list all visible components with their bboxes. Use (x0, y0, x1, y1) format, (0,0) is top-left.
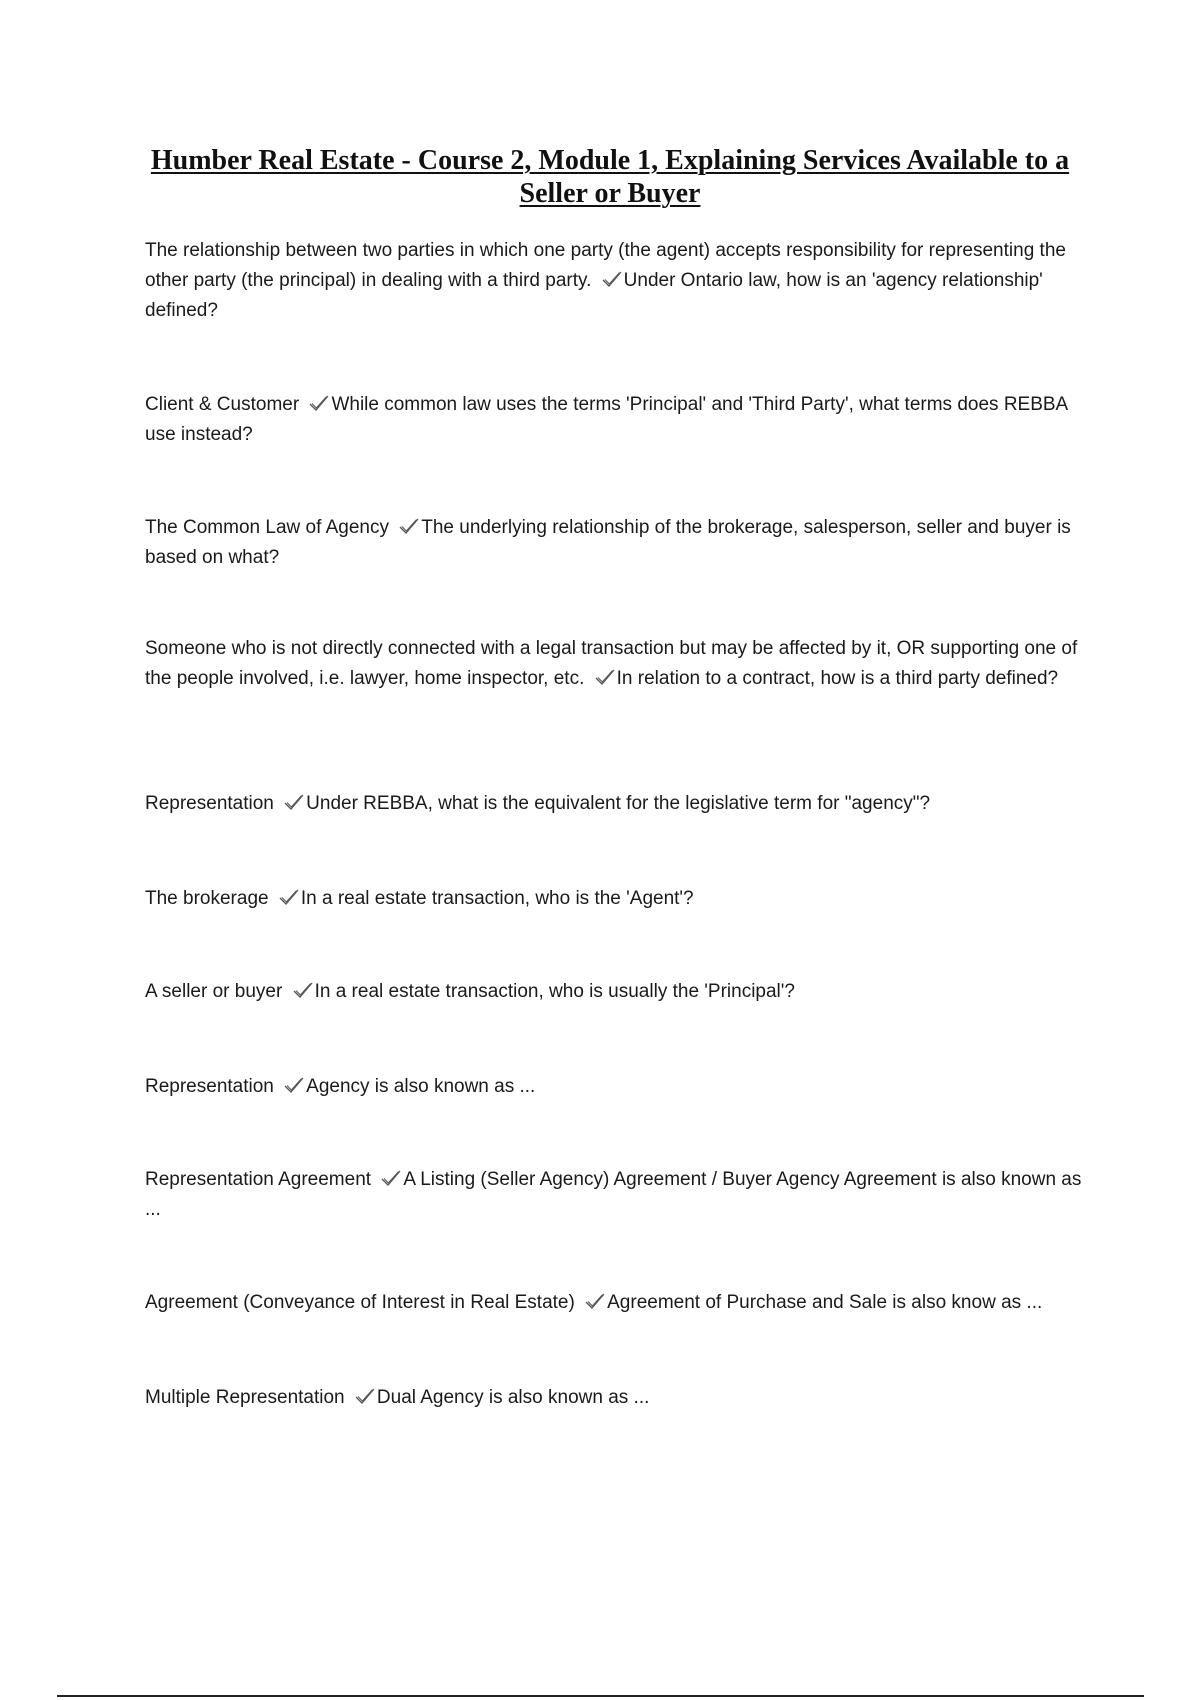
check-mark-icon (584, 1292, 606, 1310)
check-mark-icon (354, 1387, 376, 1405)
question-text: In relation to a contract, how is a third party defined? (616, 668, 1059, 689)
page-title: Humber Real Estate - Course 2, Module 1, Explaining Services Available to a Seller or Buyer (150, 145, 1070, 209)
check-mark-icon (380, 1169, 402, 1187)
footer-divider (57, 1695, 1144, 1697)
qa-entry (145, 390, 1095, 450)
qa-entry (145, 1165, 1095, 1225)
answer-text: Representation (145, 1076, 274, 1097)
answer-text: The Common Law of Agency (145, 517, 389, 538)
answer-text: Multiple Representation (145, 1387, 345, 1408)
question-text: While common law uses the terms 'Principal' and 'Third Party', what terms does REBBA use instead? (145, 394, 1068, 445)
question-text: In a real estate transaction, who is the 'Agent'? (300, 888, 694, 909)
check-mark-icon (283, 793, 305, 811)
answer-text: Someone who is not directly connected with a legal transaction but may be affected by it, OR supporting one of the people involved, i.e. lawyer, home inspector, etc. (145, 638, 1078, 689)
qa-entry (145, 1288, 1095, 1318)
answer-text: A seller or buyer (145, 981, 283, 1002)
question-text: Agreement of Purchase and Sale is also know as ... (607, 1292, 1043, 1313)
answer-text: The relationship between two parties in which one party (the agent) accepts responsibility for representing the other party (the principal) in dealing with a third party. (145, 240, 1066, 291)
answer-text: Agreement (Conveyance of Interest in Real Estate) (145, 1292, 575, 1313)
qa-entry (145, 977, 1095, 1007)
answer-text: Representation (145, 793, 274, 814)
qa-entry (145, 513, 1095, 573)
qa-entry (145, 1072, 1095, 1102)
check-mark-icon (292, 981, 314, 999)
question-text: Under Ontario law, how is an 'agency relationship' defined? (145, 270, 1043, 321)
qa-entry (145, 884, 1095, 914)
question-text: A Listing (Seller Agency) Agreement / Buyer Agency Agreement is also known as ... (145, 1169, 1082, 1220)
check-mark-icon (601, 270, 623, 288)
check-mark-icon (398, 517, 420, 535)
check-mark-icon (594, 668, 616, 686)
qa-entry (145, 236, 1095, 326)
qa-entry (145, 789, 1095, 819)
question-text: Under REBBA, what is the equivalent for the legislative term for "agency"? (306, 793, 931, 814)
qa-entry (145, 634, 1095, 694)
question-text: Dual Agency is also known as ... (376, 1387, 650, 1408)
check-mark-icon (278, 888, 300, 906)
answer-text: Client & Customer (145, 394, 300, 415)
question-text: In a real estate transaction, who is usually the 'Principal'? (314, 981, 795, 1002)
check-mark-icon (283, 1076, 305, 1094)
qa-entry (145, 1383, 1095, 1413)
check-mark-icon (308, 394, 330, 412)
question-text: Agency is also known as ... (306, 1076, 536, 1097)
answer-text: Representation Agreement (145, 1169, 372, 1190)
question-text: The underlying relationship of the brokerage, salesperson, seller and buyer is based on what? (145, 517, 1071, 568)
answer-text: The brokerage (145, 888, 269, 909)
